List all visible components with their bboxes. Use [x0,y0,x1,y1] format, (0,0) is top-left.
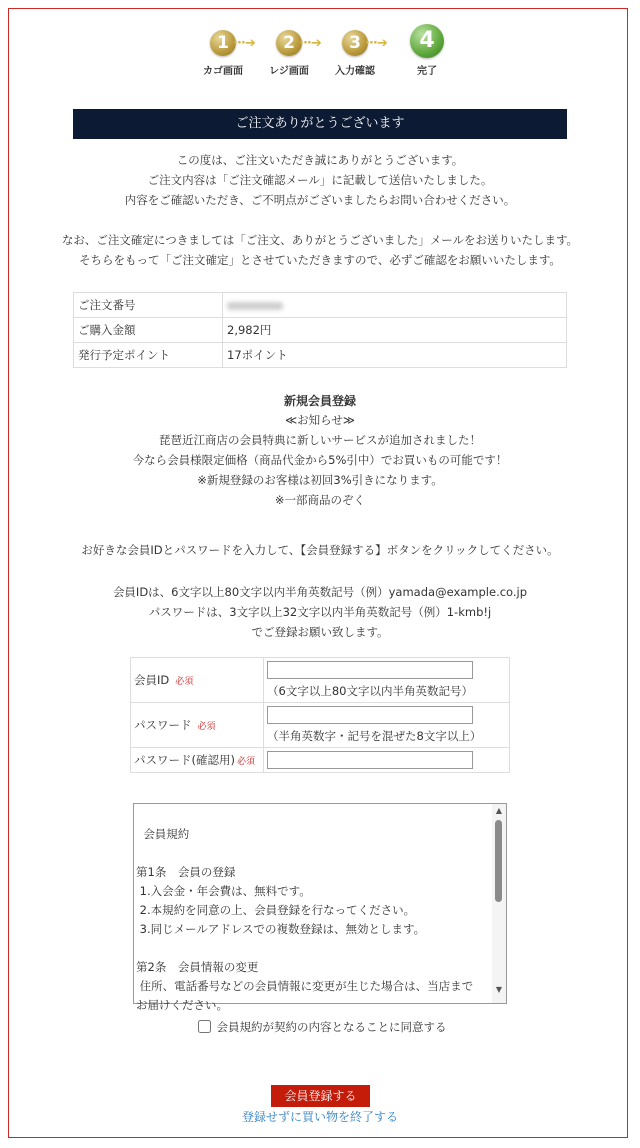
arrow-icon: ···➔ [299,36,321,51]
order-number-value [223,293,567,318]
order-summary-table [73,292,567,368]
step-4-badge: 4 [410,24,444,58]
password-confirm-label-cell [131,748,264,773]
step-1-label: カゴ画面 [203,66,243,77]
member-id-label-cell [131,658,264,703]
notice-line: ※新規登録のお客様は初回3%引きになります。 [197,473,443,487]
confirm-note-line: なお、ご注文確定につきましては「ご注文、ありがとうございました」メールをお送りいたします。 [61,233,579,247]
terms-scrollbar[interactable] [492,804,506,1003]
notice-line: ※一部商品のぞく [274,493,366,507]
required-badge: 必須 [175,677,194,687]
member-id-label: 会員ID [134,673,170,687]
rules-line: 会員IDは、6文字以上80文字以内半角英数記号（例）yamada@example.co.jp [112,585,528,599]
member-id-input[interactable] [267,661,473,679]
redacted-order-number [227,302,283,310]
table-row [74,293,567,318]
agree-row [40,1017,600,1036]
notice-line: ≪お知らせ≫ [285,413,355,427]
registration-notice [40,410,600,510]
rules-line: パスワードは、3文字以上32文字以内半角英数記号（例）1-kmb!j [148,605,492,619]
password-hint: （半角英数字・記号を混ぜた8文字以上） [267,729,482,743]
register-button[interactable]: 会員登録する [271,1085,370,1107]
terms-textarea[interactable] [133,803,507,1012]
table-row [74,318,567,343]
password-confirm-label: パスワード(確認用) [134,753,235,767]
thanks-line: この度は、ご注文いただき誠にありがとうございます。 [176,153,464,167]
step-3-label: 入力確認 [335,66,375,77]
required-badge: 必須 [197,722,216,732]
required-badge: 必須 [236,757,255,767]
notice-line: 琵琶近江商店の会員特典に新しいサービスが追加されました！ [159,433,481,447]
purchase-amount-label: ご購入金額 [74,318,223,343]
table-row [74,343,567,368]
member-id-input-cell [264,658,510,703]
thanks-line: 内容をご確認いただき、ご不明点がございましたらお問い合わせください。 [124,193,516,207]
form-row-member-id [131,658,510,703]
thank-you-banner: ご注文ありがとうございます [73,109,567,139]
order-number-label: ご注文番号 [74,293,223,318]
step-2-label: レジ画面 [269,66,309,77]
arrow-icon: ···➔ [365,36,387,51]
password-confirm-input[interactable] [267,751,473,769]
registration-instruction: お好きな会員IDとパスワードを入力して、【会員登録する】ボタンをクリックしてください。 [81,543,559,557]
password-input-cell [264,703,510,748]
step-3-badge: 3 [342,30,368,56]
scroll-down-icon[interactable]: ▼ [495,985,503,994]
member-id-hint: （6文字以上80文字以内半角英数記号） [267,684,473,698]
agree-checkbox[interactable] [198,1020,211,1033]
purchase-amount-value: 2,982円 [223,318,567,343]
form-row-password-confirm [131,748,510,773]
form-row-password [131,703,510,748]
confirm-note-line: そちらをもって「ご注文確定」とさせていただきますので、必ずご確認をお願いいたします。 [79,253,561,267]
password-confirm-input-cell [264,748,510,773]
notice-line: 今なら会員様限定価格（商品代金から5%引中）でお買いもの可能です！ [132,453,508,467]
thanks-message [40,150,600,210]
progress-steps [195,30,455,80]
points-label: 発行予定ポイント [74,343,223,368]
password-label: パスワード [134,718,192,732]
scroll-up-icon[interactable]: ▲ [495,806,503,815]
thanks-line: ご注文内容は「ご注文確認メール」に記載して送信いたしました。 [147,173,493,187]
agree-label[interactable]: 会員規約が契約の内容となることに同意する [216,1020,447,1034]
points-value: 17ポイント [223,343,567,368]
step-2-badge: 2 [276,30,302,56]
step-4-label: 完了 [417,66,437,77]
password-label-cell [131,703,264,748]
registration-title: 新規会員登録 [283,394,356,408]
registration-rules [40,582,600,642]
rules-line: でご登録お願い致します。 [251,625,389,639]
arrow-icon: ···➔ [233,36,255,51]
step-1-badge: 1 [210,30,236,56]
registration-form [130,657,510,773]
skip-registration-link[interactable]: 登録せずに買い物を終了する [241,1110,398,1124]
terms-text: 会員規約 第1条 会員の登録 1.入会金・年会費は、無料です。 2.本規約を同意の上、会員登録を行なってください。 3.同じメールアドレスでの複数登録は、無効とします。 第2条 会員情報の変更 住所、電話番号などの会員情報に変更が生じた場合は、当店まで お届けください。 [136,827,474,1012]
scroll-thumb[interactable] [495,820,502,902]
confirm-note [40,230,600,270]
step-complete [399,30,455,77]
password-input[interactable] [267,706,473,724]
